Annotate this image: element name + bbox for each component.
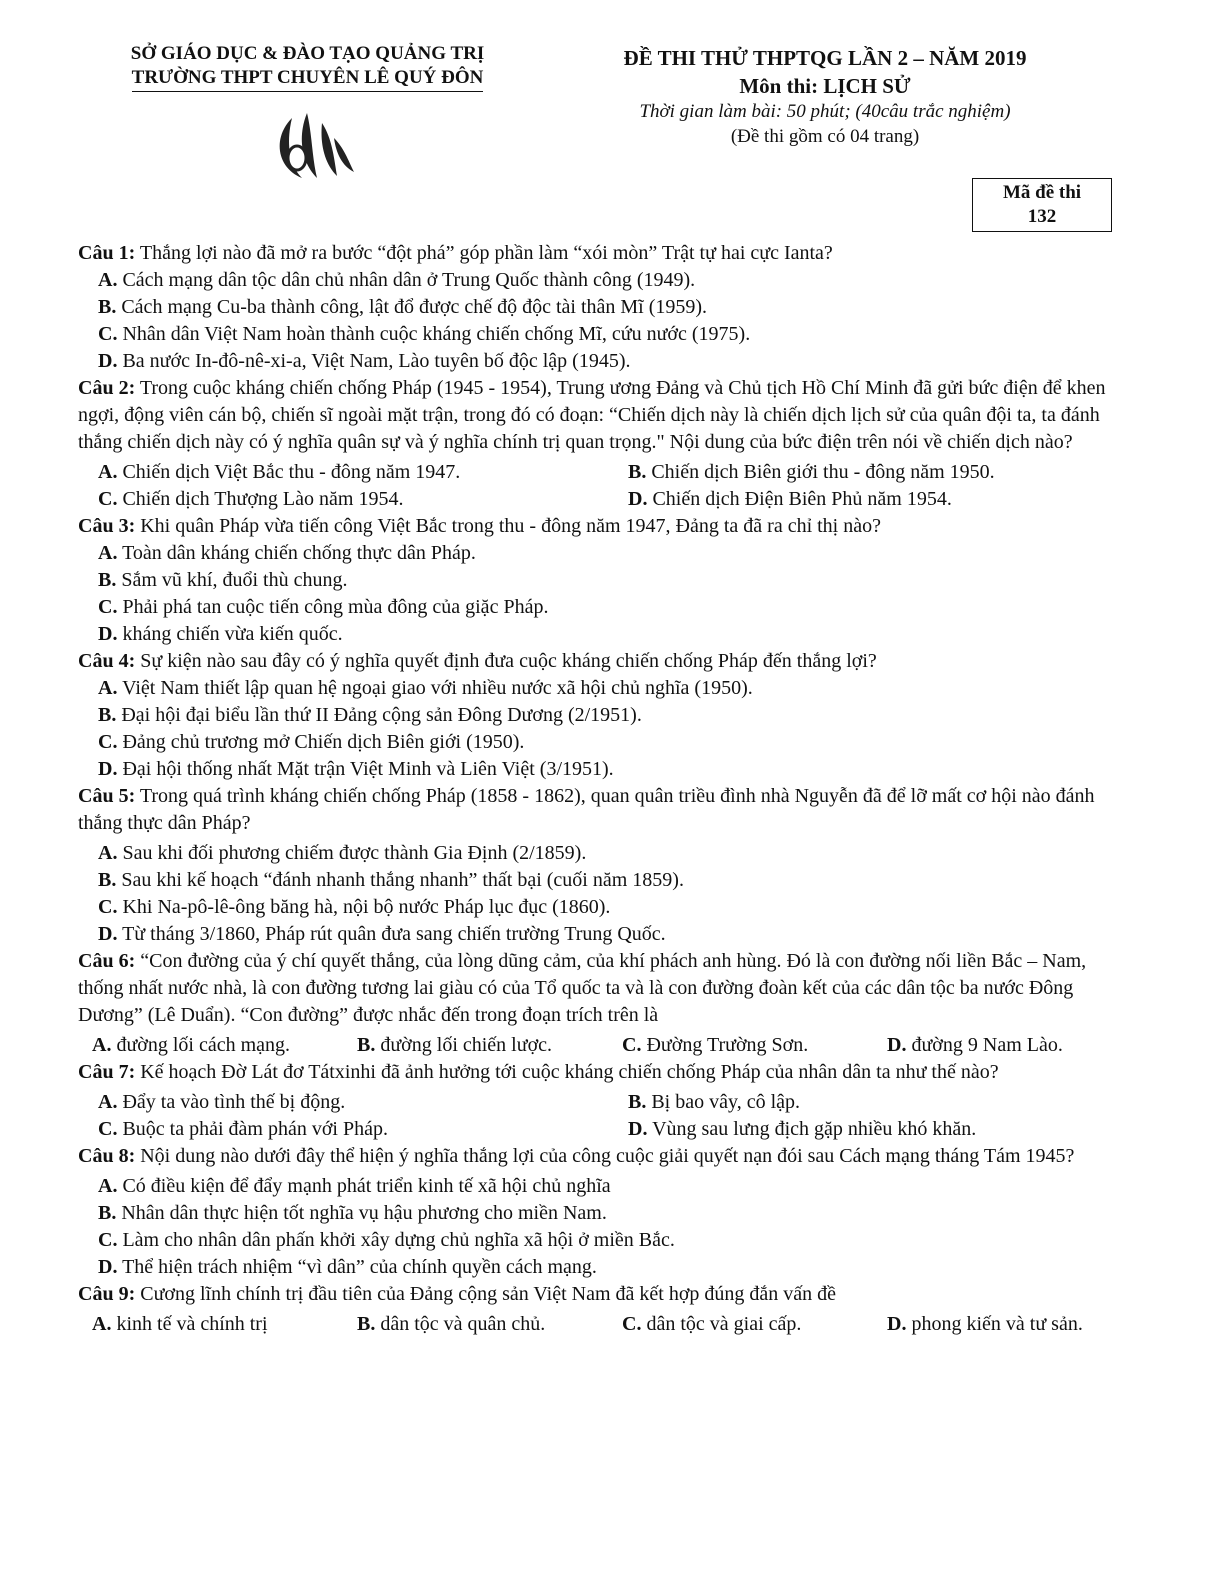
exam-title: ĐỀ THI THỬ THPTQG LẦN 2 – NĂM 2019 xyxy=(623,46,1027,70)
question-9 xyxy=(78,1281,1128,1338)
question-list xyxy=(78,240,1128,1338)
option-a: A. đường lối cách mạng. xyxy=(92,1034,291,1056)
option-c: C. Chiến dịch Thượng Lào năm 1954. xyxy=(98,488,404,510)
option-d: D. Thể hiện trách nhiệm “vì dân” của chính quyền cách mạng. xyxy=(98,1256,597,1278)
question-number: Câu 3: xyxy=(78,515,136,537)
option-a: A. Cách mạng dân tộc dân chủ nhân dân ở Trung Quốc thành công (1949). xyxy=(98,269,696,291)
option-a: A. Đẩy ta vào tình thế bị động. xyxy=(98,1091,346,1113)
option-c: C. Làm cho nhân dân phấn khởi xây dựng chủ nghĩa xã hội ở miền Bắc. xyxy=(98,1229,675,1251)
option-d: D. kháng chiến vừa kiến quốc. xyxy=(98,623,343,645)
option-b: B. Nhân dân thực hiện tốt nghĩa vụ hậu phương cho miền Nam. xyxy=(98,1202,607,1224)
question-text: Câu 4: Sự kiện nào sau đây có ý nghĩa quyết định đưa cuộc kháng chiến chống Pháp đến thắng lợi? xyxy=(78,650,877,672)
question-number: Câu 8: xyxy=(78,1145,136,1167)
question-number: Câu 7: xyxy=(78,1061,136,1083)
question-7 xyxy=(78,1059,1128,1143)
question-1 xyxy=(78,240,1128,375)
option-b: B. Bị bao vây, cô lập. xyxy=(628,1091,801,1113)
question-text: Câu 6: “Con đường của ý chí quyết thắng, của lòng dũng cảm, của khí phách anh hùng. Đó là con đường nối liền Bắc – Nam, thống nhất nước nhà, là con đường tương lai giàu có của Tổ quốc ta và là con đường đoàn kết của các dân tộc ba nước Đông Dương” (Lê Duẩn). “Con đường” được nhắc đến trong đoạn trích trên là xyxy=(78,950,1087,1026)
question-text: Câu 8: Nội dung nào dưới đây thể hiện ý nghĩa thắng lợi của công cuộc giải quyết nạn đói sau Cách mạng tháng Tám 1945? xyxy=(78,1145,1075,1167)
option-c: C. Nhân dân Việt Nam hoàn thành cuộc kháng chiến chống Mĩ, cứu nước (1975). xyxy=(98,323,751,345)
option-d: D. Ba nước In-đô-nê-xi-a, Việt Nam, Lào tuyên bố độc lập (1945). xyxy=(98,350,631,372)
option-b: B. Cách mạng Cu-ba thành công, lật đổ được chế độ độc tài thân Mĩ (1959). xyxy=(98,296,708,318)
school-header xyxy=(80,42,535,92)
question-6 xyxy=(78,948,1128,1059)
exam-pages: (Đề thi gồm có 04 trang) xyxy=(730,126,920,147)
option-b: B. Đại hội đại biểu lần thứ II Đảng cộng sản Đông Dương (2/1951). xyxy=(98,704,642,726)
question-number: Câu 6: xyxy=(78,950,136,972)
question-text: Câu 7: Kế hoạch Đờ Lát đơ Tátxinhi đã ảnh hưởng tới cuộc kháng chiến chống Pháp của nhân dân ta như thế nào? xyxy=(78,1061,999,1083)
option-a: A. Toàn dân kháng chiến chống thực dân Pháp. xyxy=(98,542,476,564)
question-4 xyxy=(78,648,1128,783)
option-d: D. đường 9 Nam Lào. xyxy=(887,1034,1063,1056)
option-c: C. dân tộc và giai cấp. xyxy=(622,1313,802,1335)
option-b: B. đường lối chiến lược. xyxy=(357,1034,553,1056)
school-logo-icon xyxy=(262,108,362,188)
exam-subject: Môn thi: LỊCH SỬ xyxy=(739,74,911,98)
question-number: Câu 4: xyxy=(78,650,136,672)
option-d: D. Vùng sau lưng địch gặp nhiều khó khăn. xyxy=(628,1118,977,1140)
question-number: Câu 5: xyxy=(78,785,136,807)
option-c: C. Phải phá tan cuộc tiến công mùa đông của giặc Pháp. xyxy=(98,596,549,618)
option-b: B. dân tộc và quân chủ. xyxy=(357,1313,546,1335)
exam-code-box xyxy=(972,178,1112,232)
option-c: C. Đường Trường Sơn. xyxy=(622,1034,809,1056)
option-a: A. kinh tế và chính trị xyxy=(92,1313,268,1335)
option-c: C. Buộc ta phải đàm phán với Pháp. xyxy=(98,1118,388,1140)
question-text: Câu 2: Trong cuộc kháng chiến chống Pháp (1945 - 1954), Trung ương Đảng và Chủ tịch Hồ Chí Minh đã gửi bức điện để khen ngợi, động viên cán bộ, chiến sĩ ngoài mặt trận, trong đó có đoạn: “Chiến dịch này là chiến dịch lịch sử của quân đội ta, ta đánh thắng chiến dịch này có ý nghĩa quân sự và ý nghĩa chính trị quan trọng." Nội dung của bức điện trên nói về chiến dịch nào? xyxy=(78,377,1106,453)
option-a: A. Sau khi đối phương chiếm được thành Gia Định (2/1859). xyxy=(98,842,587,864)
question-8 xyxy=(78,1143,1128,1281)
option-c: C. Đảng chủ trương mở Chiến dịch Biên giới (1950). xyxy=(98,731,525,753)
option-d: D. Từ tháng 3/1860, Pháp rút quân đưa sang chiến trường Trung Quốc. xyxy=(98,923,666,945)
option-a: A. Chiến dịch Việt Bắc thu - đông năm 1947. xyxy=(98,461,461,483)
question-text: Câu 3: Khi quân Pháp vừa tiến công Việt Bắc trong thu - đông năm 1947, Đảng ta đã ra chỉ thị nào? xyxy=(78,515,881,537)
option-a: A. Có điều kiện để đẩy mạnh phát triển kinh tế xã hội chủ nghĩa xyxy=(98,1175,611,1197)
exam-header xyxy=(575,44,1075,150)
question-number: Câu 9: xyxy=(78,1283,136,1305)
exam-code-value: 132 xyxy=(1027,206,1057,227)
option-b: B. Chiến dịch Biên giới thu - đông năm 1950. xyxy=(628,461,995,483)
option-d: D. Chiến dịch Điện Biên Phủ năm 1954. xyxy=(628,488,952,510)
option-d: D. Đại hội thống nhất Mặt trận Việt Minh và Liên Việt (3/1951). xyxy=(98,758,614,780)
option-d: D. phong kiến và tư sản. xyxy=(887,1313,1083,1335)
option-b: B. Sau khi kế hoạch “đánh nhanh thắng nhanh” thất bại (cuối năm 1859). xyxy=(98,869,684,891)
option-b: B. Sắm vũ khí, đuổi thù chung. xyxy=(98,569,348,591)
question-text: Câu 9: Cương lĩnh chính trị đầu tiên của Đảng cộng sản Việt Nam đã kết hợp đúng đắn vấn đề xyxy=(78,1283,837,1305)
question-number: Câu 1: xyxy=(78,242,136,264)
question-text: Câu 1: Thắng lợi nào đã mở ra bước “đột phá” góp phần làm “xói mòn” Trật tự hai cực Ianta? xyxy=(78,242,833,264)
question-3 xyxy=(78,513,1128,648)
school-name: TRƯỜNG THPT CHUYÊN LÊ QUÝ ĐÔN xyxy=(132,66,484,92)
option-c: C. Khi Na-pô-lê-ông băng hà, nội bộ nước Pháp lục đục (1860). xyxy=(98,896,611,918)
question-number: Câu 2: xyxy=(78,377,136,399)
question-2 xyxy=(78,375,1128,513)
option-a: A. Việt Nam thiết lập quan hệ ngoại giao với nhiều nước xã hội chủ nghĩa (1950). xyxy=(98,677,753,699)
department-name: SỞ GIÁO DỤC & ĐÀO TẠO QUẢNG TRỊ xyxy=(130,43,485,64)
exam-time: Thời gian làm bài: 50 phút; (40câu trắc nghiệm) xyxy=(639,101,1011,122)
exam-code-label: Mã đề thi xyxy=(1002,182,1082,203)
question-text: Câu 5: Trong quá trình kháng chiến chống Pháp (1858 - 1862), quan quân triều đình nhà Nguyễn đã để lỡ mất cơ hội nào đánh thắng thực dân Pháp? xyxy=(78,785,1095,834)
question-5 xyxy=(78,783,1128,948)
